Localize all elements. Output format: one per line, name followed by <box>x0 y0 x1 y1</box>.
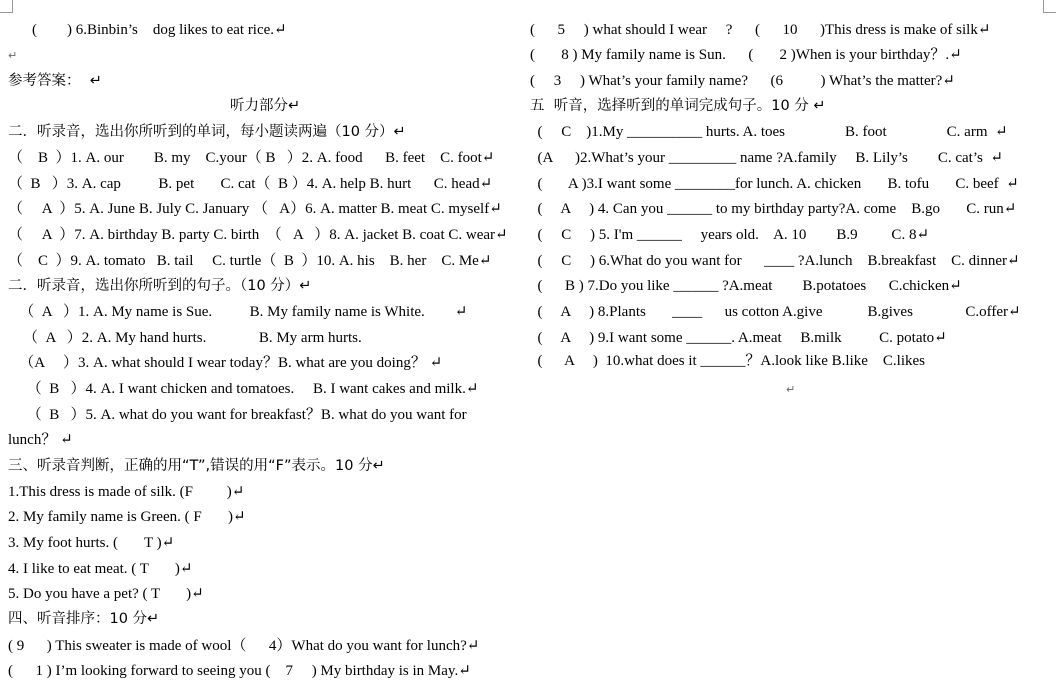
section-2-sentences-heading: 二．听录音，选出你所听到的句子。（10 分）↵ <box>8 278 312 294</box>
sentence-answer-line-5: （ B ）5. A. what do you want for breakfast？B. what do you want for <box>8 407 467 423</box>
ordering-line-3: ( 5 ) what should I wear ? ( 10 )This dress is make of silk↵ <box>530 22 991 38</box>
word-answer-line-5: （ C ）9. A. tomato B. tail C. turtle（ B ）10. A. his B. her C. Me↵ <box>8 253 492 269</box>
section-5-heading: 五 听音，选择听到的单词完成句子。10 分 ↵ <box>530 98 826 114</box>
section-4-heading: 四、听音排序：10 分↵ <box>8 611 160 627</box>
listening-section-heading: 听力部分↵ <box>230 98 301 114</box>
section-2-words-heading: 二．听录音，选出你所听到的单词，每小题读两遍（10 分）↵ <box>8 124 406 140</box>
fill-word-line-3: ( A )3.I want some ________for lunch. A. chicken B. tofu C. beef ↵ <box>530 176 1019 192</box>
fill-word-line-5: ( C ) 5. I'm ______ years old. A. 10 B.9 C. 8↵ <box>530 227 930 243</box>
fill-word-line-9: ( A ) 9.I want some ______. A.meat B.milk C. potato↵ <box>530 330 947 346</box>
fill-word-line-4: ( A ) 4. Can you ______ to my birthday party?A. come B.go C. run↵ <box>530 201 1017 217</box>
fill-word-line-2: (A )2.What’s your _________ name ?A.family B. Lily’s C. cat’s ↵ <box>530 150 1003 166</box>
word-answer-line-2: （ B ）3. A. cap B. pet C. cat（ B ）4. A. help B. hurt C. head↵ <box>8 176 493 192</box>
sentence-answer-line-1: （ A ）1. A. My name is Sue. B. My family name is White. ↵ <box>8 304 468 320</box>
fill-word-line-7: ( B ) 7.Do you like ______ ?A.meat B.potatoes C.chicken↵ <box>530 278 962 294</box>
true-false-line-3: 3. My foot hurts. ( T )↵ <box>8 535 175 551</box>
true-false-line-4: 4. I like to eat meat. ( T )↵ <box>8 561 193 577</box>
page-corner-mark-top-right <box>1043 0 1056 13</box>
sentence-answer-line-2: （ A ）2. A. My hand hurts. B. My arm hurts. <box>8 330 362 346</box>
fill-word-line-6: ( C ) 6.What do you want for ____ ?A.lunch B.breakfast C. dinner↵ <box>530 253 1020 269</box>
word-answer-line-3: （ A ）5. A. June B. July C. January （ A）6. A. matter B. meat C. myself↵ <box>8 201 502 217</box>
ordering-line-4: ( 8 ) My family name is Sun. ( 2 )When is your birthday？.↵ <box>530 47 962 63</box>
question-6-line: ( ) 6.Binbin’s dog likes to eat rice.↵ <box>32 22 287 38</box>
true-false-line-5: 5. Do you have a pet? ( T )↵ <box>8 586 204 602</box>
ordering-line-1: ( 9 ) This sweater is made of wool（ 4）What do you want for lunch?↵ <box>8 638 480 654</box>
ordering-line-5: ( 3 ) What’s your family name? (6 ) What’s the matter?↵ <box>530 73 955 89</box>
paragraph-mark: ↵ <box>786 383 796 396</box>
sentence-answer-line-3: （A ）3. A. what should I wear today？B. what are you doing？ ↵ <box>8 355 443 371</box>
word-answer-line-1: （ B ）1. A. our B. my C.your（ B ）2. A. food B. feet C. foot↵ <box>8 150 495 166</box>
ordering-line-2: ( 1 ) I’m looking forward to seeing you ( 7 ) My birthday is in May.↵ <box>8 663 471 679</box>
fill-word-line-1: ( C )1.My __________ hurts. A. toes B. foot C. arm ↵ <box>530 124 1008 140</box>
sentence-answer-line-5-cont: lunch？ ↵ <box>8 432 73 448</box>
sentence-answer-line-4: （ B ）4. A. I want chicken and tomatoes. B. I want cakes and milk.↵ <box>8 381 479 397</box>
page-corner-mark-top-left <box>0 0 13 13</box>
true-false-line-2: 2. My family name is Green. ( F )↵ <box>8 509 246 525</box>
true-false-line-1: 1.This dress is made of silk. (F )↵ <box>8 484 245 500</box>
paragraph-mark: ↵ <box>8 49 18 62</box>
word-answer-line-4: （ A ）7. A. birthday B. party C. birth （ A ）8. A. jacket B. coat C. wear↵ <box>8 227 508 243</box>
answer-key-heading: 参考答案： ↵ <box>8 73 102 89</box>
section-3-heading: 三、听录音判断，正确的用“T”,错误的用“F”表示。10 分↵ <box>8 458 385 474</box>
fill-word-line-8: ( A ) 8.Plants ____ us cotton A.give B.gives C.offer↵ <box>530 304 1021 320</box>
fill-word-line-10: ( A ) 10.what does it ______？A.look like B.like C.likes <box>530 353 925 369</box>
